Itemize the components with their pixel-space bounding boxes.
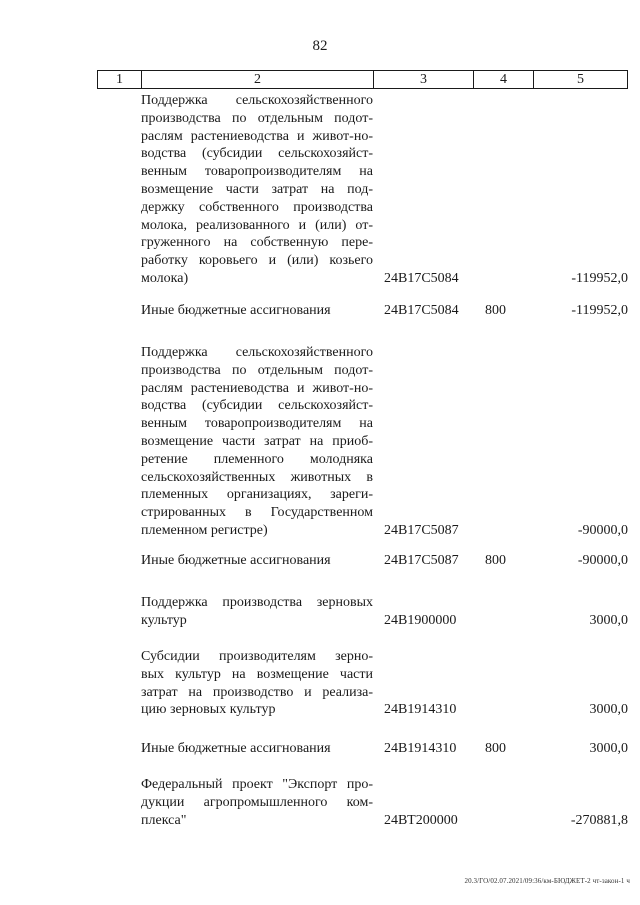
description-line: молока): [141, 270, 189, 286]
expense-type-code: 800: [485, 303, 506, 318]
description-line: племенном регистре): [141, 522, 268, 538]
description-line: ретение племенного молодняка: [141, 451, 373, 467]
description-line: венным товаропроизводителям на: [141, 416, 373, 432]
amount-value: -270881,8: [570, 812, 628, 828]
row-description: [141, 776, 373, 829]
row-description: [141, 740, 373, 758]
description-line: производства по отдельным подот-: [141, 362, 373, 378]
row-description: [141, 552, 373, 570]
description-line: Поддержка сельскохозяйственного: [141, 93, 373, 108]
description-line: венным товаропроизводителям на: [141, 164, 373, 180]
amount-value: -119952,0: [571, 271, 628, 286]
description-line: Федеральный проект "Экспорт про-: [141, 777, 373, 792]
row-description: [141, 648, 373, 719]
description-line: культур: [141, 612, 187, 628]
column-1-header: 1: [98, 71, 142, 89]
description-line: раслям растениеводства и живот-но-: [141, 128, 373, 144]
target-article-code: 24В1914310: [384, 741, 457, 756]
column-5-header: 5: [534, 71, 628, 89]
target-article-code: 24В17С5087: [384, 523, 459, 538]
description-line: племенных организациях, зареги-: [141, 487, 373, 503]
description-line: возмещение части затрат на приоб-: [141, 433, 373, 449]
description-line: плекса": [141, 812, 187, 828]
description-line: работку коровьего и (или) козьего: [141, 253, 373, 269]
description-line: Иные бюджетные ассигнования: [141, 553, 331, 568]
page-number: 82: [312, 38, 328, 54]
target-article-code: 24В1900000: [384, 612, 457, 628]
amount-value: 3000,0: [589, 741, 628, 756]
description-line: груженного на собственную пере-: [141, 235, 373, 251]
amount-value: -119952,0: [571, 303, 628, 318]
column-3-header: 3: [374, 71, 474, 89]
description-line: возмещение части затрат на под-: [141, 181, 373, 197]
amount-value: -90000,0: [577, 553, 628, 568]
target-article-code: 24В1914310: [384, 702, 457, 718]
description-line: держку собственного производства: [141, 199, 373, 215]
description-line: Иные бюджетные ассигнования: [141, 303, 331, 318]
column-4-header: 4: [474, 71, 534, 89]
amount-value: 3000,0: [589, 612, 628, 628]
description-line: дукции агропромышленного ком-: [141, 794, 373, 810]
target-article-code: 24ВТ200000: [384, 812, 458, 828]
target-article-code: 24В17С5084: [384, 271, 459, 286]
description-line: Поддержка производства зерновых: [141, 595, 373, 610]
row-description: [141, 344, 373, 540]
description-line: водства (субсидии сельскохозяйст-: [141, 398, 373, 414]
description-line: производства по отдельным подот-: [141, 110, 373, 126]
column-2-header: 2: [142, 71, 374, 89]
document-footer: 20.3/ГО/02.07.2021/09:36/км-БЮДЖЕТ-2 чт-закон-1 ч: [464, 877, 630, 885]
description-line: раслям растениеводства и живот-но-: [141, 380, 373, 396]
column-number-header: [97, 70, 628, 89]
target-article-code: 24В17С5084: [384, 303, 459, 318]
expense-type-code: 800: [485, 553, 506, 568]
description-line: затрат на производство и реализа-: [141, 684, 373, 700]
expense-type-code: 800: [485, 741, 506, 756]
description-line: Иные бюджетные ассигнования: [141, 741, 331, 756]
description-line: стрированных в Государственном: [141, 505, 373, 521]
description-line: вых культур на возмещение части: [141, 666, 373, 682]
description-line: Субсидии производителям зерно-: [141, 649, 373, 664]
amount-value: 3000,0: [589, 702, 628, 718]
target-article-code: 24В17С5087: [384, 553, 459, 568]
row-description: [141, 302, 373, 320]
row-description: [141, 92, 373, 288]
description-line: Поддержка сельскохозяйственного: [141, 345, 373, 360]
row-description: [141, 594, 373, 630]
description-line: сельскохозяйственных животных в: [141, 469, 373, 485]
description-line: молока, реализованного и (или) от-: [141, 217, 373, 233]
description-line: водства (субсидии сельскохозяйст-: [141, 146, 373, 162]
description-line: цию зерновых культур: [141, 702, 276, 718]
amount-value: -90000,0: [577, 523, 628, 538]
